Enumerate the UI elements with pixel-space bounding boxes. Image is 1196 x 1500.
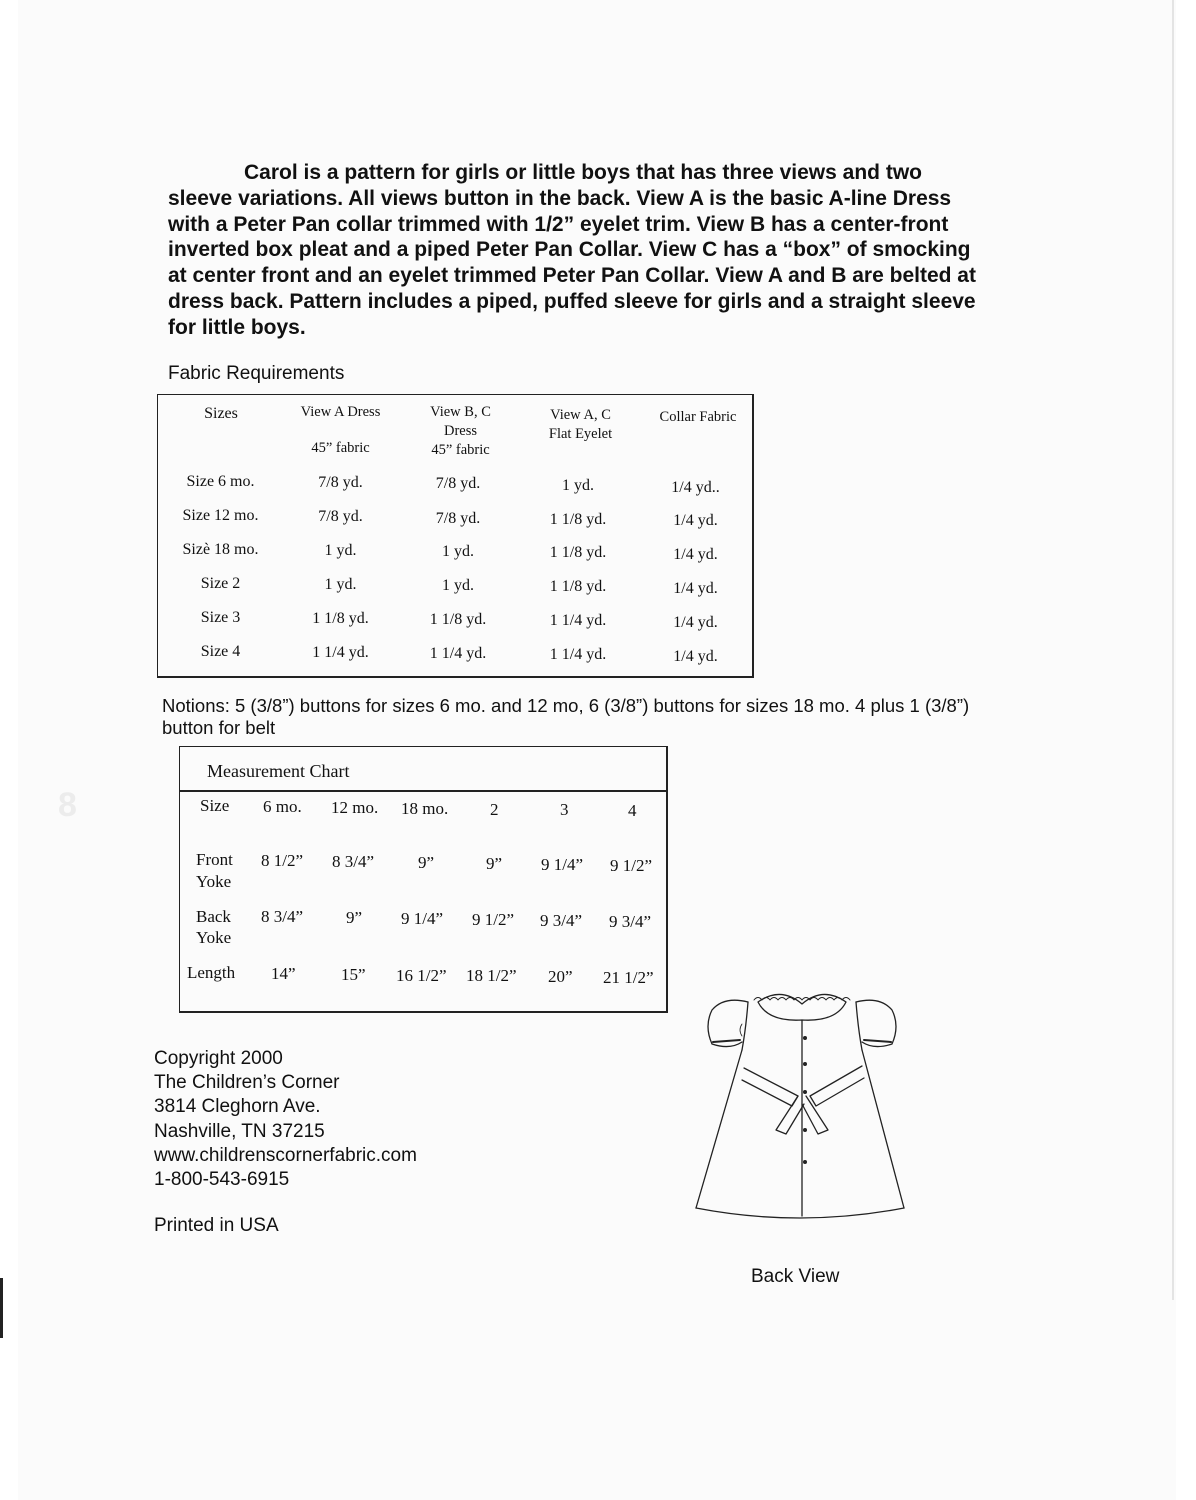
collar-yardage: 1/4 yd. xyxy=(673,580,718,597)
measurement-value: 16 1/2” xyxy=(396,966,447,985)
button xyxy=(803,1090,807,1094)
right-sleeve xyxy=(856,1000,896,1046)
column-header-view-a-line1: View A Dress xyxy=(300,404,381,420)
bodice-left xyxy=(742,1002,748,1050)
view-bc-yardage: 7/8 yd. xyxy=(435,475,481,492)
row-label: Yoke xyxy=(196,872,232,891)
measurement-value: 8 1/2” xyxy=(261,851,304,870)
measurement-value: 9 1/2” xyxy=(610,856,653,875)
belt-tie-left xyxy=(776,1096,804,1134)
measurement-value: 9 1/2” xyxy=(472,910,515,929)
eyelet-yardage: 1 1/8 yd. xyxy=(549,544,607,561)
measurement-value: 15” xyxy=(341,965,366,984)
skirt-right xyxy=(862,1050,904,1208)
fabric-requirements-table xyxy=(157,394,754,678)
column-header-eyelet-line1: View A, C xyxy=(550,407,611,423)
row-label: Yoke xyxy=(196,928,232,947)
size-column-header: 4 xyxy=(628,801,637,820)
size-column-header: 12 mo. xyxy=(331,798,379,817)
page-edge xyxy=(1172,0,1174,1300)
measurement-value: 9 3/4” xyxy=(540,911,583,930)
dress-back-view-illustration xyxy=(686,980,916,1225)
size-label: Size 6 mo. xyxy=(186,473,255,490)
eyelet-yardage: 1 yd. xyxy=(562,477,594,494)
column-header-view-bc-line2: Dress xyxy=(443,423,478,439)
measurement-value: 9” xyxy=(346,908,363,927)
button xyxy=(803,1160,807,1164)
bodice-right xyxy=(856,1002,862,1050)
measurement-value: 18 1/2” xyxy=(466,966,517,985)
left-sleeve xyxy=(708,1000,748,1046)
eyelet-yardage: 1 1/8 yd. xyxy=(549,511,607,528)
collar-yardage: 1/4 yd. xyxy=(673,648,718,665)
right-sleeve-band xyxy=(864,1040,891,1042)
column-header-view-a xyxy=(283,403,398,458)
view-bc-yardage: 1 yd. xyxy=(442,543,474,560)
notions-text: Notions: 5 (3/8”) buttons for sizes 6 mo. and 12 mo, 6 (3/8”) buttons for sizes 18 mo. 4 plus 1 (3/8”) button for belt xyxy=(162,695,970,738)
fabric-requirements-title: Fabric Requirements xyxy=(168,363,345,384)
column-header-view-a-line2: 45” fabric xyxy=(311,440,370,456)
measurement-chart-title: Measurement Chart xyxy=(180,747,666,792)
view-a-yardage: 7/8 yd. xyxy=(318,474,363,491)
column-header-sizes: Sizes xyxy=(204,405,238,422)
measurement-value: 9” xyxy=(486,854,503,873)
left-sleeve-band xyxy=(713,1040,740,1042)
row-label: Back xyxy=(196,907,231,926)
view-a-yardage: 1 yd. xyxy=(324,542,357,559)
printed-in-usa: Printed in USA xyxy=(154,1215,279,1236)
button xyxy=(803,1036,807,1040)
collar-yardage: 1/4 yd. xyxy=(673,546,718,563)
view-bc-yardage: 1 1/8 yd. xyxy=(429,611,487,628)
eyelet-yardage: 1 1/4 yd. xyxy=(549,646,607,663)
size-label: Size 12 mo. xyxy=(182,507,259,524)
button xyxy=(803,1128,807,1132)
intro-paragraph: Carol is a pattern for girls or little boys that has three views and two sleeve variations. All views button in the back. View A is the basic A-line Dress with a Peter Pan collar trimmed with 1/2” eyelet trim. View B has a center-front inverted box pleat and a piped Peter Pan Collar. View C has a “box” of smocking at center front and an eyelet trimmed Peter Pan Collar. View A and B are belted at dress back. Pattern includes a piped, puffed sleeve for girls and a straight sleeve for little boys. xyxy=(168,161,976,339)
size-column-header: 3 xyxy=(560,800,569,819)
measurement-value: 14” xyxy=(271,964,296,983)
column-header-view-bc-line3: 45” fabric xyxy=(431,442,490,458)
view-bc-yardage: 7/8 yd. xyxy=(435,510,481,527)
collar-yardage: 1/4 yd. xyxy=(673,614,718,631)
street-address: 3814 Cleghorn Ave. xyxy=(154,1096,321,1118)
page-number: 8 xyxy=(58,786,77,824)
scan-edge-mark xyxy=(0,1278,3,1338)
size-label: Sizè 18 mo. xyxy=(182,541,259,558)
company-name: The Children’s Corner xyxy=(154,1072,340,1094)
skirt-left xyxy=(696,1050,742,1208)
button xyxy=(803,1062,807,1066)
column-header-collar: Collar Fabric xyxy=(659,409,737,425)
measurement-value: 9 1/4” xyxy=(401,909,444,928)
view-a-yardage: 1 yd. xyxy=(324,576,357,593)
measurement-value: 9” xyxy=(418,853,435,872)
website-url: www.childrenscornerfabric.com xyxy=(154,1144,417,1166)
view-a-yardage: 7/8 yd. xyxy=(318,508,363,525)
collar-yardage: 1/4 yd. xyxy=(673,512,718,529)
measurement-chart xyxy=(179,746,668,1013)
copyright-line: Copyright 2000 xyxy=(154,1048,283,1069)
collar-yardage: 1/4 yd.. xyxy=(671,479,720,496)
column-header-view-bc xyxy=(408,403,513,460)
column-header-eyelet xyxy=(528,406,633,444)
row-label: Length xyxy=(187,963,236,982)
measurement-value: 21 1/2” xyxy=(603,968,654,987)
view-a-yardage: 1 1/8 yd. xyxy=(312,610,369,627)
phone-number: 1-800-543-6915 xyxy=(154,1169,290,1191)
column-header-view-bc-line1: View B, C xyxy=(430,404,491,420)
measurement-value: 20” xyxy=(548,967,573,986)
left-armhole-stitch xyxy=(740,1024,742,1036)
size-column-header: 2 xyxy=(490,800,499,819)
measurement-value: 8 3/4” xyxy=(332,852,375,871)
measurement-value: 9 3/4” xyxy=(609,912,652,931)
size-label: Size 4 xyxy=(200,643,241,660)
view-bc-yardage: 1 1/4 yd. xyxy=(429,645,487,662)
back-view-caption: Back View xyxy=(751,1266,840,1287)
belt-left xyxy=(742,1068,798,1106)
size-label: Size 2 xyxy=(200,575,241,592)
view-a-yardage: 1 1/4 yd. xyxy=(312,644,369,661)
column-header-eyelet-line2: Flat Eyelet xyxy=(548,426,613,442)
size-column-header: 6 mo. xyxy=(263,797,302,816)
size-header: Size xyxy=(200,796,230,815)
copyright-block xyxy=(154,1047,417,1192)
hem xyxy=(696,1208,904,1218)
city-state-zip: Nashville, TN 37215 xyxy=(154,1120,325,1142)
measurement-value: 9 1/4” xyxy=(541,855,584,874)
row-label: Front xyxy=(196,850,233,869)
eyelet-yardage: 1 1/8 yd. xyxy=(549,578,607,595)
measurement-value: 8 3/4” xyxy=(261,907,304,926)
collar-ruffle xyxy=(754,998,850,1001)
size-label: Size 3 xyxy=(200,609,241,626)
eyelet-yardage: 1 1/4 yd. xyxy=(549,612,607,629)
size-column-header: 18 mo. xyxy=(401,799,449,818)
view-bc-yardage: 1 yd. xyxy=(442,577,474,594)
belt-right xyxy=(810,1066,864,1106)
